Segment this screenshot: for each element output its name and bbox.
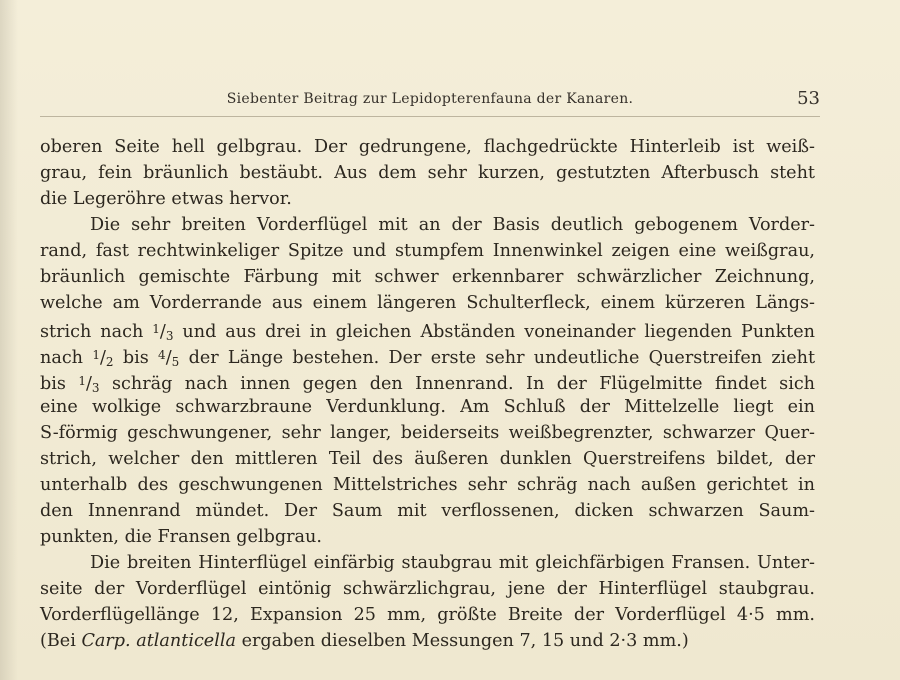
running-head	[40, 88, 820, 112]
text-line: grau, fein bräunlich bestäubt. Aus dem sehr kurzen, gestutzten Afterbusch steht	[40, 163, 815, 183]
fraction-numerator: 1	[92, 348, 100, 362]
page-number: 53	[797, 88, 820, 109]
text-line: Die breiten Hinterflügel einfärbig staubgrau mit gleichfärbigen Fransen. Unter-	[90, 553, 815, 573]
text-line: den Innenrand mündet. Der Saum mit verflossenen, dicken schwarzen Saum-	[40, 501, 815, 521]
line-fragment: strich nach	[40, 322, 144, 342]
line-fragment: (Bei	[40, 631, 76, 651]
line-fragment: schräg nach innen gegen den Innenrand. In der Flügelmitte findet sich	[111, 374, 816, 394]
fraction-numerator: 1	[78, 374, 86, 388]
line-fragment: und aus drei in gleichen Abständen voneinander liegenden Punkten	[182, 322, 815, 342]
fraction: $^1$/3	[152, 322, 174, 343]
text-line-species	[40, 628, 815, 654]
body-text	[40, 134, 815, 654]
text-line-fraction	[40, 368, 815, 394]
text-line: eine wolkige schwarzbraune Verdunklung. Am Schluß der Mittelzelle liegt ein	[40, 397, 815, 417]
fraction-denominator: 3	[165, 329, 174, 343]
header-rule	[40, 116, 820, 117]
line-fragment: der Länge bestehen. Der erste sehr undeutliche Querstreifen zieht	[188, 348, 816, 368]
text-line: oberen Seite hell gelbgrau. Der gedrungene, flachgedrückte Hinterleib ist weiß-	[40, 137, 815, 157]
line-fragment: nach	[40, 348, 84, 368]
fraction: $^1$/3	[78, 374, 100, 395]
text-line: Die sehr breiten Vorderflügel mit an der Basis deutlich gebogenem Vorder-	[90, 215, 815, 235]
fraction-denominator: 5	[171, 355, 180, 369]
fraction: $^1$/2	[92, 348, 114, 369]
line-fragment: bis	[122, 348, 149, 368]
text-line: punkten, die Fransen gelbgrau.	[40, 527, 322, 547]
fraction-numerator: 4	[158, 348, 166, 362]
text-line: rand, fast rechtwinkeliger Spitze und stumpfem Innenwinkel zeigen eine weißgrau,	[40, 241, 815, 261]
text-line: bräunlich gemischte Färbung mit schwer erkennbarer schwärzlicher Zeichnung,	[40, 267, 815, 287]
text-line: strich, welcher den mittleren Teil des äußeren dunklen Querstreifens bildet, der	[40, 449, 815, 469]
text-line-fraction	[40, 342, 815, 368]
line-fragment: bis	[40, 374, 66, 394]
text-line: unterhalb des geschwungenen Mittelstriches sehr schräg nach außen gerichtet in	[40, 475, 815, 495]
text-line: welche am Vorderrande aus einem längeren Schulterfleck, einem kürzeren Längs-	[40, 293, 815, 313]
fraction-denominator: 2	[105, 355, 114, 369]
line-fragment: ergaben dieselben Messungen 7, 15 und 2·3 mm.)	[241, 631, 689, 651]
fraction-numerator: 1	[152, 322, 160, 336]
text-line-fraction	[40, 316, 815, 342]
text-line: Vorderflügellänge 12, Expansion 25 mm, größte Breite der Vorderflügel 4·5 mm.	[40, 605, 815, 625]
running-title: Siebenter Beitrag zur Lepidopterenfauna der Kanaren.	[226, 91, 634, 107]
fraction-denominator: 3	[91, 381, 100, 395]
species-name: Carp. atlanticella	[81, 631, 236, 651]
text-line: die Legeröhre etwas hervor.	[40, 189, 292, 209]
text-line: seite der Vorderflügel eintönig schwärzlichgrau, jene der Hinterflügel staubgrau.	[40, 579, 815, 599]
fraction: $^4$/5	[158, 348, 180, 369]
text-line: S-förmig geschwungener, sehr langer, beiderseits weißbegrenzter, schwarzer Quer-	[40, 423, 815, 443]
